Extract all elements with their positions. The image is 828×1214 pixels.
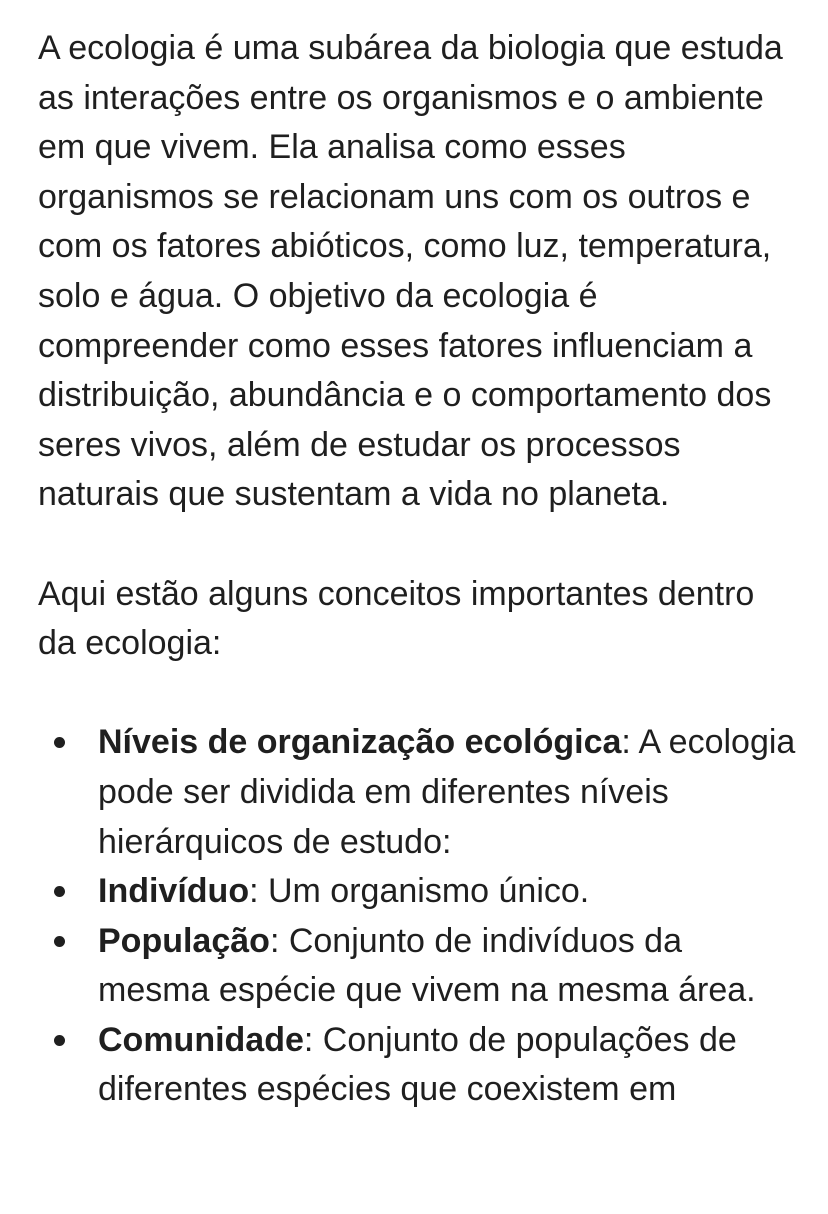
concept-description: : Conjunto de indivíduos da mesma espécie que vivem na mesma área. [98,921,756,1010]
list-item [38,718,798,867]
list-item [38,867,798,917]
bullet-icon [54,737,65,748]
list-item [38,917,798,1016]
document-content [38,24,798,1115]
concept-term: Indivíduo [98,872,250,911]
concept-term: Comunidade [98,1020,304,1059]
concepts-list [38,718,798,1115]
concept-term: Níveis de organização ecológica [98,723,622,762]
concept-term: População [98,921,270,960]
concept-description: : Conjunto de populações de diferentes espécies que coexistem em [98,1020,737,1109]
bullet-icon [54,1035,65,1046]
concepts-intro-paragraph: Aqui estão alguns conceitos importantes dentro da ecologia: [38,574,755,663]
concept-description: : Um organismo único. [249,872,590,911]
intro-paragraph: A ecologia é uma subárea da biologia que estuda as interações entre os organismos e o ambiente em que vivem. Ela analisa como esses organismos se relacionam uns com os outros e com os fatores abióticos, como luz, temperatura, solo e água. O objetivo da ecologia é compreender como esses fatores influenciam a distribuição, abundância e o comportamento dos seres vivos, além de estudar os processos naturais que sustentam a vida no planeta. [38,29,783,514]
bullet-icon [54,886,65,897]
concept-description: : A ecologia pode ser dividida em diferentes níveis hierárquicos de estudo: [98,723,796,861]
bullet-icon [54,936,65,947]
list-item [38,1016,798,1115]
